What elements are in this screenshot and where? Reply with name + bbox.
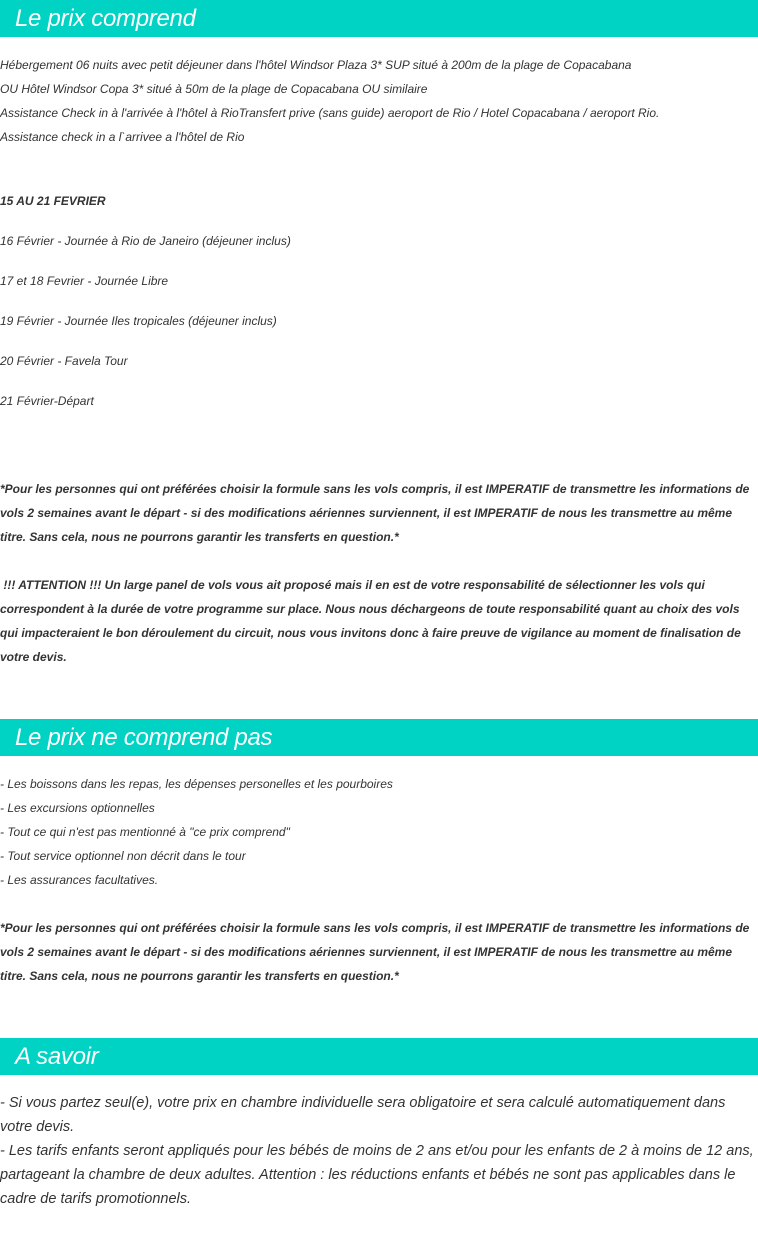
section-header-excludes — [0, 719, 758, 756]
list-item: - Les excursions optionnelles — [0, 801, 155, 815]
section-header-includes — [0, 0, 758, 37]
includes-lines — [0, 53, 758, 149]
includes-line: Assistance Check in à l'arrivée à l'hôtel à RioTransfert prive (sans guide) aeroport de Rio / Hotel Copacabana / aeroport Rio. — [0, 106, 660, 120]
dates-heading: 15 AU 21 FEVRIER — [0, 194, 106, 208]
list-item: - Tout ce qui n'est pas mentionné à "ce prix comprend" — [0, 825, 290, 839]
info-content — [0, 1075, 758, 1211]
section-title-excludes: Le prix ne comprend pas — [15, 723, 273, 751]
itinerary-item: 21 Février-Départ — [0, 394, 94, 408]
list-item: - Les boissons dans les repas, les dépenses personelles et les pourboires — [0, 777, 393, 791]
flights-notice: *Pour les personnes qui ont préférées choisir la formule sans les vols compris, il est IMPERATIF de transmettre les informations de vols 2 semaines avant le départ - si des modifications aériennes surviennent, il est IMPERATIF de nous les transmettre au même titre. Sans cela, nous ne pourrons garantir les transferts en question.* — [0, 482, 753, 544]
itinerary-item: 20 Février - Favela Tour — [0, 354, 128, 368]
excludes-list — [0, 772, 758, 892]
excludes-content — [0, 756, 758, 988]
itinerary-item: 17 et 18 Fevrier - Journée Libre — [0, 274, 169, 288]
itinerary-item: 16 Février - Journée à Rio de Janeiro (déjeuner inclus) — [0, 234, 291, 248]
section-title-info: A savoir — [15, 1042, 99, 1070]
includes-line: Assistance check in a l`arrivee a l'hôtel de Rio — [0, 130, 245, 144]
list-item: - Tout service optionnel non décrit dans le tour — [0, 849, 246, 863]
section-header-info — [0, 1038, 758, 1075]
includes-line: OU Hôtel Windsor Copa 3* situé à 50m de la plage de Copacabana OU similaire — [0, 82, 428, 96]
includes-content — [0, 37, 758, 669]
info-line: - Les tarifs enfants seront appliqués pour les bébés de moins de 2 ans et/ou pour les enfants de 2 à moins de 12 ans, partageant la chambre de deux adultes. Attention : les réductions enfants et bébés ne sont pas applicables dans le cadre de tarifs promotionnels. — [0, 1143, 754, 1207]
flights-notice: *Pour les personnes qui ont préférées choisir la formule sans les vols compris, il est IMPERATIF de transmettre les informations de vols 2 semaines avant le départ - si des modifications aériennes surviennent, il est IMPERATIF de nous les transmettre au même titre. Sans cela, nous ne pourrons garantir les transferts en question.* — [0, 921, 750, 983]
attention-notice: !!! ATTENTION !!! Un large panel de vols vous ait proposé mais il en est de votre responsabilité de sélectionner les vols qui correspondent à la durée de votre programme sur place. Nous nous déchargeons de toute responsabilité quant au choix des vols qui impacteraient le bon déroulement du circuit, nous vous invitons donc à faire preuve de vigilance au moment de finalisation de votre devis. — [0, 578, 745, 664]
list-item: - Les assurances facultatives. — [0, 873, 159, 887]
includes-line: Hébergement 06 nuits avec petit déjeuner dans l'hôtel Windsor Plaza 3* SUP situé à 200m de la plage de Copacabana — [0, 58, 632, 72]
info-line: - Si vous partez seul(e), votre prix en chambre individuelle sera obligatoire et sera calculé automatiquement dans votre devis. — [0, 1095, 726, 1135]
section-title-includes: Le prix comprend — [15, 4, 196, 32]
itinerary-item: 19 Février - Journée Iles tropicales (déjeuner inclus) — [0, 314, 277, 328]
